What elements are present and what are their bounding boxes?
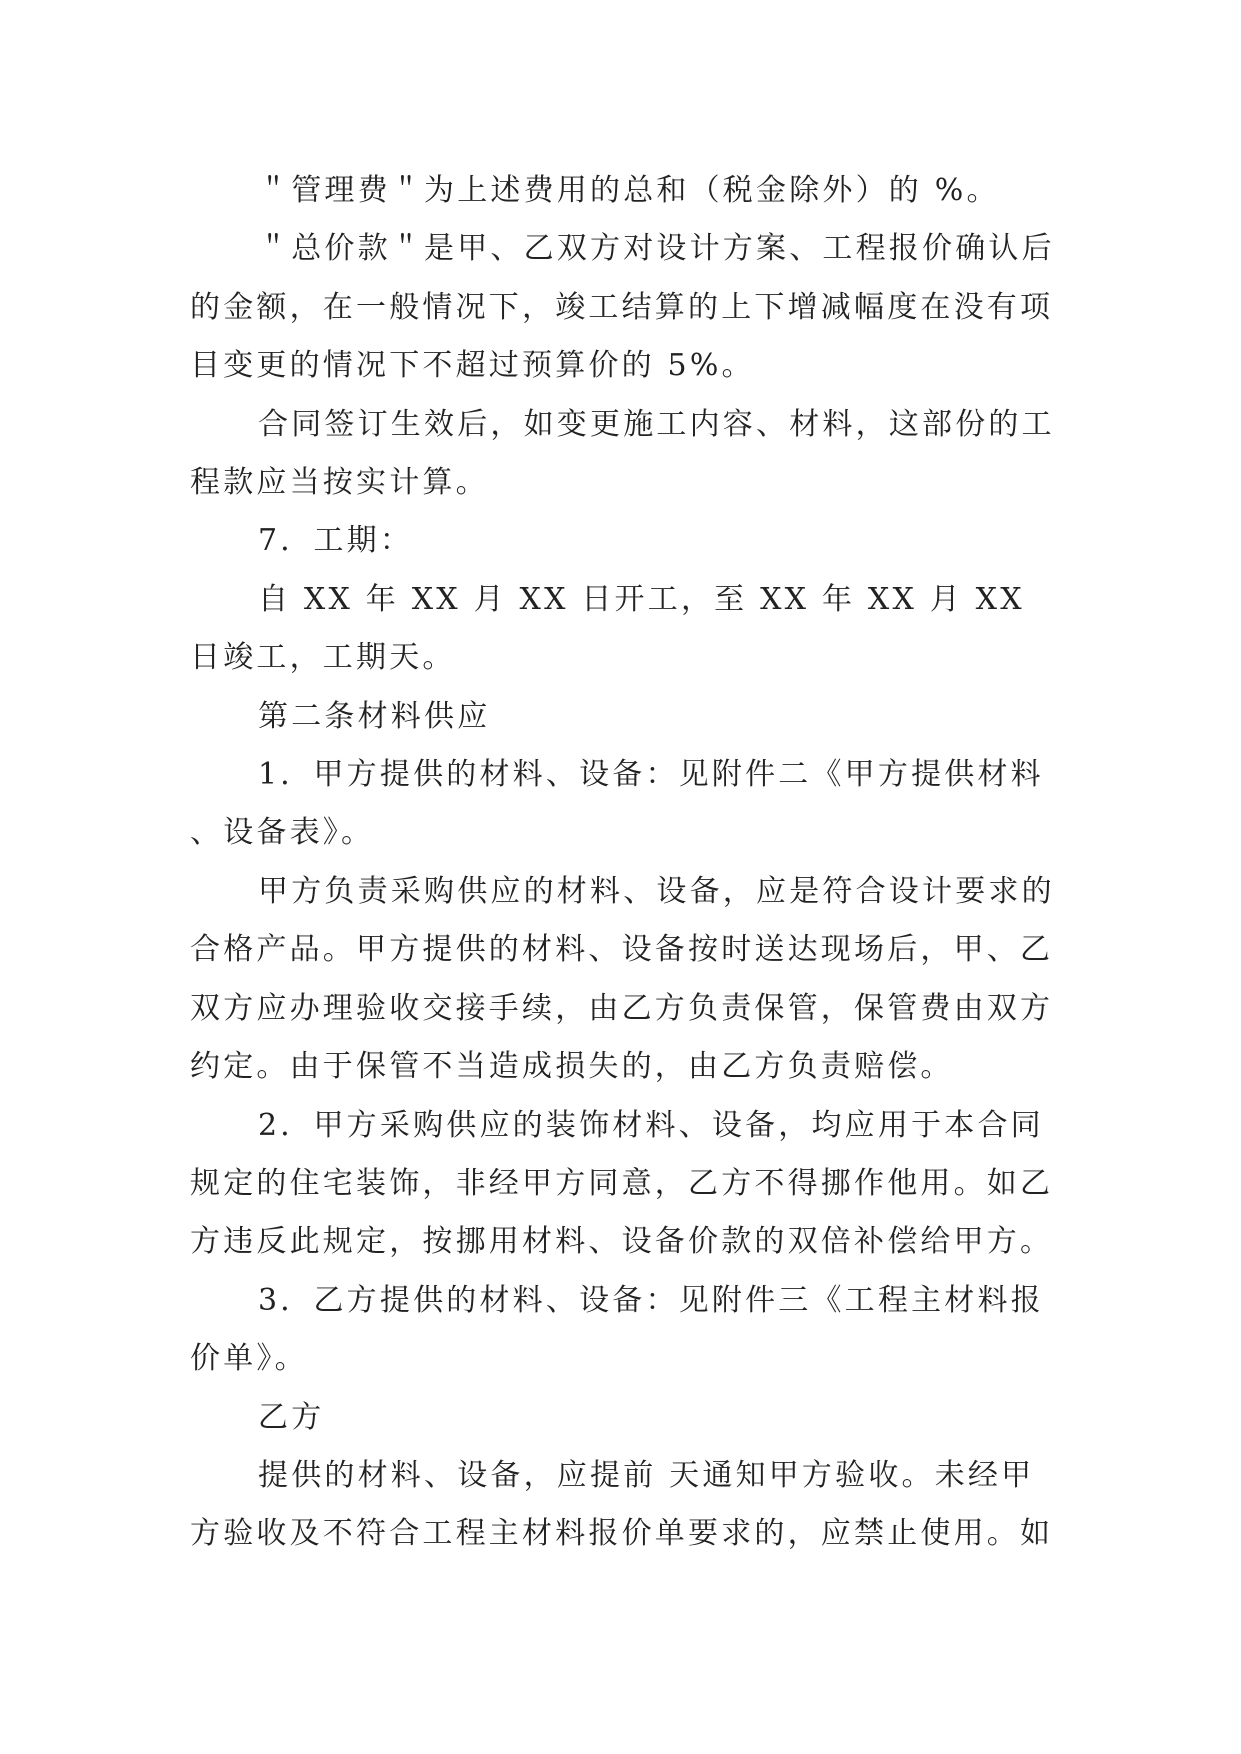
paragraph-material-usage: 2．甲方采购供应的装饰材料、设备，均应用于本合同规定的住宅装饰，非经甲方同意，乙方不得挪作他用。如乙方违反此规定，按挪用材料、设备价款的双倍补偿给甲方。	[190, 1107, 1054, 1260]
paragraph-total-price: ＂总价款＂是甲、乙双方对设计方案、工程报价确认后的金额，在一般情况下，竣工结算的上下增减幅度在没有项目变更的情况下不超过预算价的 5%。	[190, 231, 1055, 384]
paragraph-party-a-procurement: 甲方负责采购供应的材料、设备，应是符合设计要求的合格产品。甲方提供的材料、设备按时送达现场后，甲、乙双方应办理验收交接手续，由乙方负责保管，保管费由双方约定。由于保管不当造成损失的，由乙方负责赔偿。	[190, 873, 1055, 1085]
paragraph-party-a-materials: 1．甲方提供的材料、设备：见附件二《甲方提供材料、设备表》。	[190, 757, 1044, 851]
paragraph-contract-change: 合同签订生效后，如变更施工内容、材料，这部份的工程款应当按实计算。	[190, 406, 1055, 501]
document-body	[190, 162, 1056, 1564]
paragraph-party-b-materials: 3．乙方提供的材料、设备：见附件三《工程主材料报价单》。	[190, 1282, 1044, 1377]
paragraph-schedule-dates: 自 XX 年 XX 月 XX 日开工，至 XX 年 XX 月 XX 日竣工，工期天。	[190, 581, 1025, 676]
paragraph-management-fee: ＂管理费＂为上述费用的总和（税金除外）的 %。	[258, 173, 1000, 208]
paragraph-party-b-label: 乙方	[258, 1399, 325, 1435]
paragraph-schedule-heading: 7．工期：	[258, 523, 414, 559]
paragraph-party-b-inspection: 提供的材料、设备，应提前 天通知甲方验收。未经甲方验收及不符合工程主材料报价单要求的，应禁止使用。如	[190, 1457, 1054, 1552]
section-heading-material-supply: 第二条材料供应	[258, 698, 491, 734]
